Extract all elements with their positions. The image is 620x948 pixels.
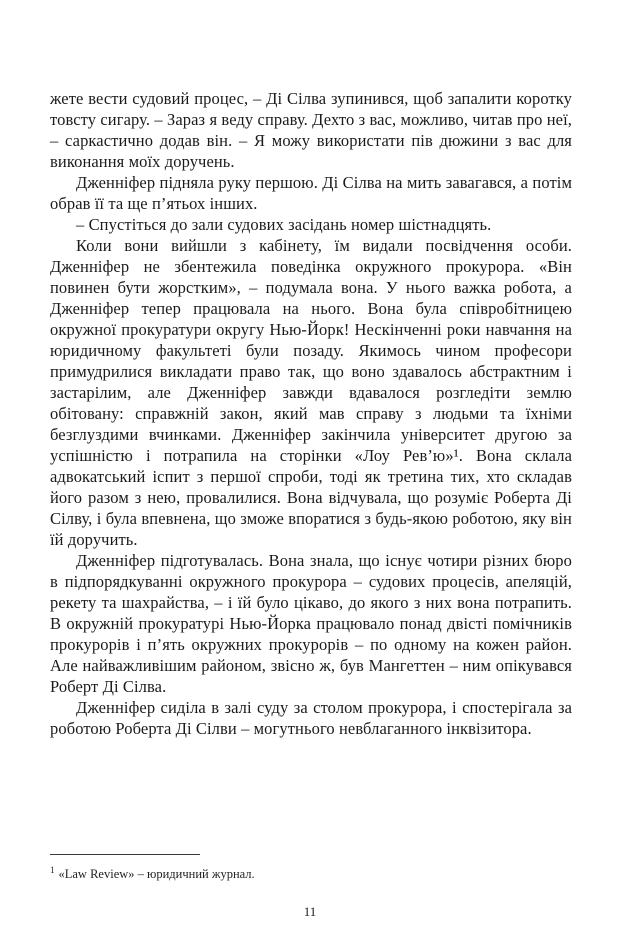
paragraph: Коли вони вийшли з кабінету, їм видали посвідчення особи. Дженніфер не збентежила поведінка окружного прокурора. «Він повинен бути жорстким», – подумала вона. У нього важка робота, а Дженніфер тепер працювала на нього. Вона була співробітницею окружної прокуратури округу Нью-Йорк! Нескінченні роки навчання на юридичному факультеті були позаду. Якимось чином професори примудрилися викладати право так, що воно здавалось абстрактним і застарілим, але Дженніфер завжди вдавалося розгледіти землю обітовану: справжній закон, який мав справу з людьми та їхніми безглуздими вчинками. Дженніфер закінчила університет другою за успішністю і потрапила на сторінки «Лоу Рев’ю»¹. Вона склала адвокатський іспит з першої спроби, тоді як третина тих, хто складав його разом з нею, провалилися. Вона відчувала, що розуміє Роберта Ді Сілву, і була впевнена, що зможе впоратися з будь-якою роботою, яку він їй доручить. <box>50 236 572 549</box>
page-number: 11 <box>303 904 317 919</box>
paragraph: Дженніфер підготувалась. Вона знала, що існує чотири різних бюро в підпорядкуванні окружного прокурора – судових процесів, апеляцій, рекету та шахрайства, – і їй було цікаво, до якого з них вона потрапить. В окружній прокуратурі Нью-Йорка працювало понад двісті помічників прокурорів і п’ять окружних прокурорів – по одному на кожен район. Але найважливішим районом, звісно ж, був Мангеттен – ним опікувався Роберт Ді Сілва. <box>50 551 572 696</box>
paragraph: Дженніфер підняла руку першою. Ді Сілва на мить завагався, а потім обрав її та ще п’ятьох інших. <box>50 173 572 213</box>
footnote-text: «Law Review» – юридичний журнал. <box>58 867 255 882</box>
footnote <box>50 862 572 882</box>
body-text <box>50 88 572 739</box>
dialogue-line: – Спустіться до зали судових засідань номер шістнадцять. <box>76 215 492 234</box>
paragraph: Дженніфер сиділа в залі суду за столом прокурора, і спостерігала за роботою Роберта Ді Сілви – могутнього невблаганного інквізитора. <box>50 698 572 738</box>
footnote-marker: 1 <box>50 865 55 875</box>
footnote-divider <box>50 854 200 855</box>
paragraph: жете вести судовий процес, – Ді Сілва зупинився, щоб запалити коротку товсту сигару. – Зараз я веду справу. Дехто з вас, можливо, читав про неї, – саркастично додав він. – Я можу використати пів дюжини з вас для виконання моїх доручень. <box>50 89 572 171</box>
